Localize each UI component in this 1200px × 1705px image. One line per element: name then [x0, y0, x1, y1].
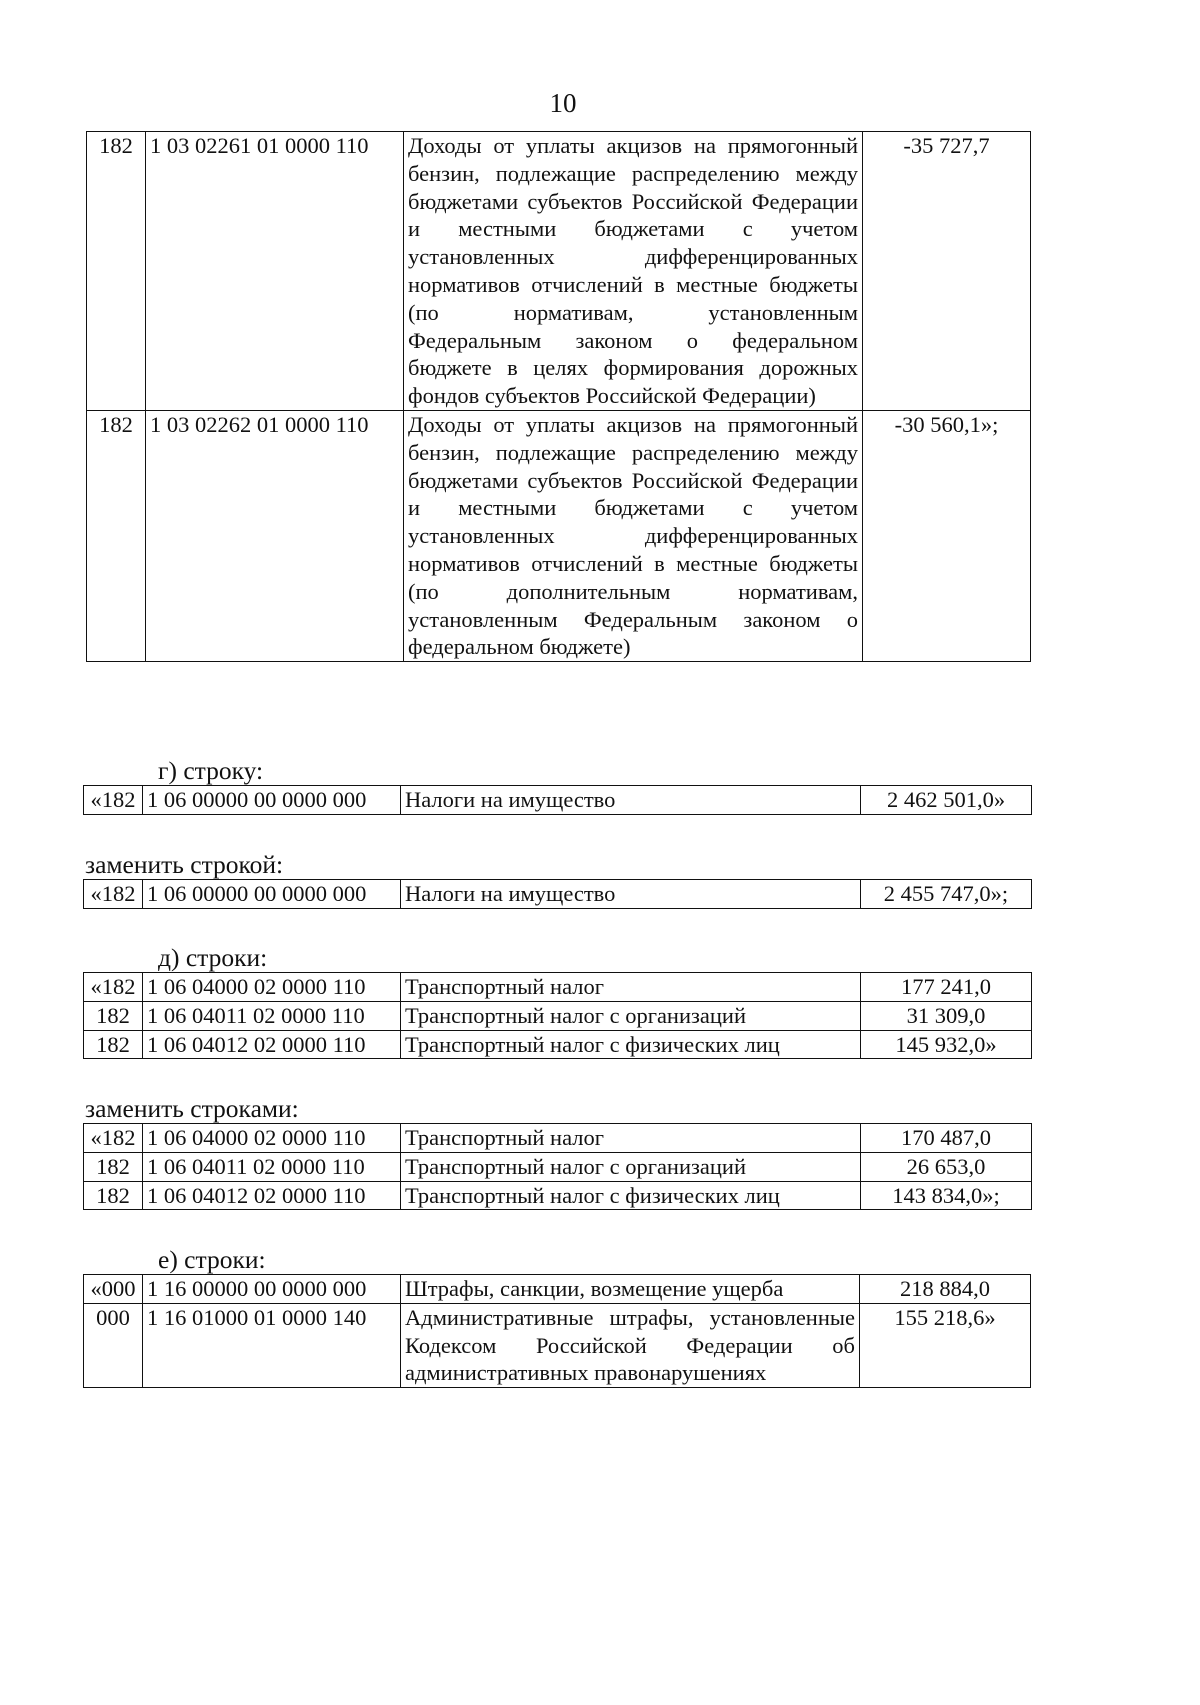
budget-code-cell: 1 06 00000 00 0000 000	[143, 880, 401, 909]
amount-cell: 145 932,0»	[861, 1030, 1032, 1059]
amount-cell: 177 241,0	[861, 973, 1032, 1002]
source-code-cell: 182	[84, 1181, 143, 1210]
budget-code-cell: 1 03 02261 01 0000 110	[146, 132, 404, 411]
section-e-table	[83, 1274, 1031, 1388]
budget-code-cell: 1 06 04000 02 0000 110	[143, 1124, 401, 1153]
revenue-name-cell: Доходы от уплаты акцизов на прямогонный бензин, подлежащие распределению между бюджетами субъектов Российской Федерации и местными бюджетами с учетом установленных дифференцированных нормативов отчислений в местные бюджеты (по дополнительным нормативам, установленным Федеральным законом о федеральном бюджете)	[404, 410, 863, 661]
budget-code-cell: 1 06 04000 02 0000 110	[143, 973, 401, 1002]
revenue-name-cell: Доходы от уплаты акцизов на прямогонный бензин, подлежащие распределению между бюджетами субъектов Российской Федерации и местными бюджетами с учетом установленных дифференцированных нормативов отчислений в местные бюджеты (по нормативам, установленным Федеральным законом о федеральном бюджете в целях формирования дорожных фондов субъектов Российской Федерации)	[404, 132, 863, 411]
source-code-cell: 182	[87, 132, 146, 411]
amount-cell: 2 462 501,0»	[861, 786, 1032, 815]
source-code-cell: 182	[84, 1152, 143, 1181]
table-row	[84, 1181, 1032, 1210]
source-code-cell: 000	[84, 1303, 143, 1387]
amount-cell: 218 884,0	[860, 1275, 1031, 1304]
section-g-heading: г) строку:	[158, 756, 264, 785]
table-row	[84, 1275, 1031, 1304]
budget-code-cell: 1 06 04011 02 0000 110	[143, 1152, 401, 1181]
table-row	[84, 1124, 1032, 1153]
revenue-name-cell: Налоги на имущество	[401, 880, 861, 909]
table-row	[84, 880, 1032, 909]
budget-code-cell: 1 06 04012 02 0000 110	[143, 1030, 401, 1059]
table-row	[87, 410, 1031, 661]
section-d-replace-table	[83, 1123, 1032, 1210]
excise-table	[86, 131, 1031, 662]
budget-code-cell: 1 06 00000 00 0000 000	[143, 786, 401, 815]
revenue-name-cell: Налоги на имущество	[401, 786, 861, 815]
page-number: 10	[549, 88, 577, 118]
section-g-table	[83, 785, 1032, 815]
table-row	[84, 786, 1032, 815]
source-code-cell: 182	[87, 410, 146, 661]
budget-code-cell: 1 06 04011 02 0000 110	[143, 1001, 401, 1030]
budget-code-cell: 1 03 02262 01 0000 110	[146, 410, 404, 661]
section-g-replace-table	[83, 879, 1032, 909]
budget-code-cell: 1 16 00000 00 0000 000	[143, 1275, 401, 1304]
section-e-heading: е) строки:	[158, 1245, 266, 1274]
section-g-replace-heading: заменить строкой:	[85, 850, 284, 879]
table-row	[84, 1030, 1032, 1059]
revenue-name-cell: Административные штрафы, установленные Кодексом Российской Федерации об административных правонарушениях	[401, 1303, 860, 1387]
amount-cell: 26 653,0	[861, 1152, 1032, 1181]
amount-cell: 2 455 747,0»;	[861, 880, 1032, 909]
revenue-name-cell: Транспортный налог с организаций	[401, 1001, 861, 1030]
amount-cell: 155 218,6»	[860, 1303, 1031, 1387]
source-code-cell: «000	[84, 1275, 143, 1304]
table-row	[84, 1152, 1032, 1181]
revenue-name-cell: Транспортный налог	[401, 1124, 861, 1153]
budget-code-cell: 1 16 01000 01 0000 140	[143, 1303, 401, 1387]
revenue-name-cell: Транспортный налог с физических лиц	[401, 1030, 861, 1059]
source-code-cell: 182	[84, 1001, 143, 1030]
source-code-cell: 182	[84, 1030, 143, 1059]
section-d-heading: д) строки:	[158, 943, 268, 972]
source-code-cell: «182	[84, 786, 143, 815]
table-row	[84, 1303, 1031, 1387]
table-row	[87, 132, 1031, 411]
section-d-replace-heading: заменить строками:	[85, 1094, 299, 1123]
amount-cell: 143 834,0»;	[861, 1181, 1032, 1210]
source-code-cell: «182	[84, 1124, 143, 1153]
revenue-name-cell: Штрафы, санкции, возмещение ущерба	[401, 1275, 860, 1304]
source-code-cell: «182	[84, 880, 143, 909]
amount-cell: -30 560,1»;	[863, 410, 1031, 661]
source-code-cell: «182	[84, 973, 143, 1002]
revenue-name-cell: Транспортный налог	[401, 973, 861, 1002]
revenue-name-cell: Транспортный налог с организаций	[401, 1152, 861, 1181]
revenue-name-cell: Транспортный налог с физических лиц	[401, 1181, 861, 1210]
amount-cell: 31 309,0	[861, 1001, 1032, 1030]
table-row	[84, 973, 1032, 1002]
budget-code-cell: 1 06 04012 02 0000 110	[143, 1181, 401, 1210]
amount-cell: -35 727,7	[863, 132, 1031, 411]
amount-cell: 170 487,0	[861, 1124, 1032, 1153]
section-d-table	[83, 972, 1032, 1059]
table-row	[84, 1001, 1032, 1030]
